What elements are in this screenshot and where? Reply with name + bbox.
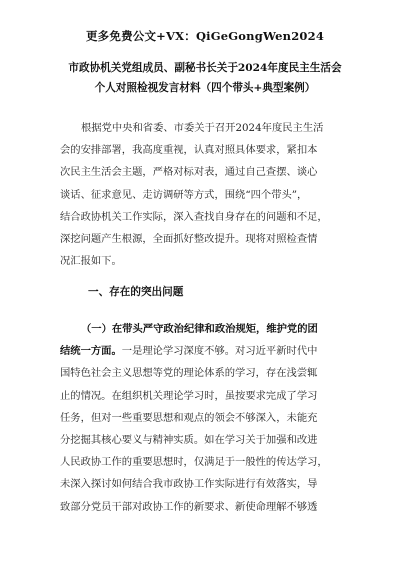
paragraph-line: 任务，但对一些重要思想和观点的领会不够深入，未能充 (60, 411, 318, 424)
watermark-header: 更多免费公文+VX：QiGeGongWen2024 (85, 29, 325, 43)
section-heading: 一、存在的突出问题 (88, 286, 184, 298)
paragraph-line: 况汇报如下。 (60, 255, 122, 268)
paragraph-line (60, 340, 360, 362)
paragraph-line: 未深入探讨如何结合我市政协工作实际进行有效落实，导 (60, 478, 318, 491)
subsection-heading-tail: 结统一方面。 (60, 345, 122, 358)
paragraph-line: 结合政协机关工作实际，深入查找自身存在的问题和不足， (60, 210, 328, 223)
paragraph-line: 分挖掘其核心要义与精神实质。如在学习关于加强和改进 (60, 434, 318, 447)
paragraph-line: 深挖问题产生根源，全面抓好整改提升。现将对照检查情 (60, 233, 318, 246)
paragraph-line: 致部分党员干部对政协工作的新要求、新使命理解不够透 (60, 500, 318, 513)
subsection-paragraph (60, 318, 360, 518)
paragraph-line: 谈话、征求意见、走访调研等方式，围绕“四个带头”， (60, 188, 308, 201)
paragraph-line: 次民主生活会主题，严格对标对表，通过自己查摆、谈心 (60, 166, 318, 179)
intro-paragraph (60, 117, 360, 272)
subsection-heading (60, 318, 360, 340)
paragraph-line: 止的情况。在组织机关理论学习时，虽按要求完成了学习 (60, 389, 318, 402)
title-line-1: 市政协机关党组成员、副秘书长关于2024年度民主生活会 (68, 62, 342, 74)
title-line-2: 个人对照检视发言材料（四个带头+典型案例） (94, 82, 316, 94)
paragraph-line: 国特色社会主义思想等党的理论体系的学习，存在浅尝辄 (60, 367, 318, 380)
paragraph-line: 会的安排部署，我高度重视，认真对照具体要求，紧扣本 (60, 144, 318, 157)
paragraph-line: 根据党中央和省委、市委关于召开2024年度民主生活 (81, 122, 324, 134)
paragraph-line: 人民政协工作的重要思想时，仅满足于一般性的传达学习， (60, 456, 328, 469)
document-title (30, 58, 380, 98)
paragraph-text: 一是理论学习深度不够。对习近平新时代中 (121, 345, 318, 358)
subsection-heading-text: （一）在带头严守政治纪律和政治规矩，维护党的团 (81, 323, 318, 335)
